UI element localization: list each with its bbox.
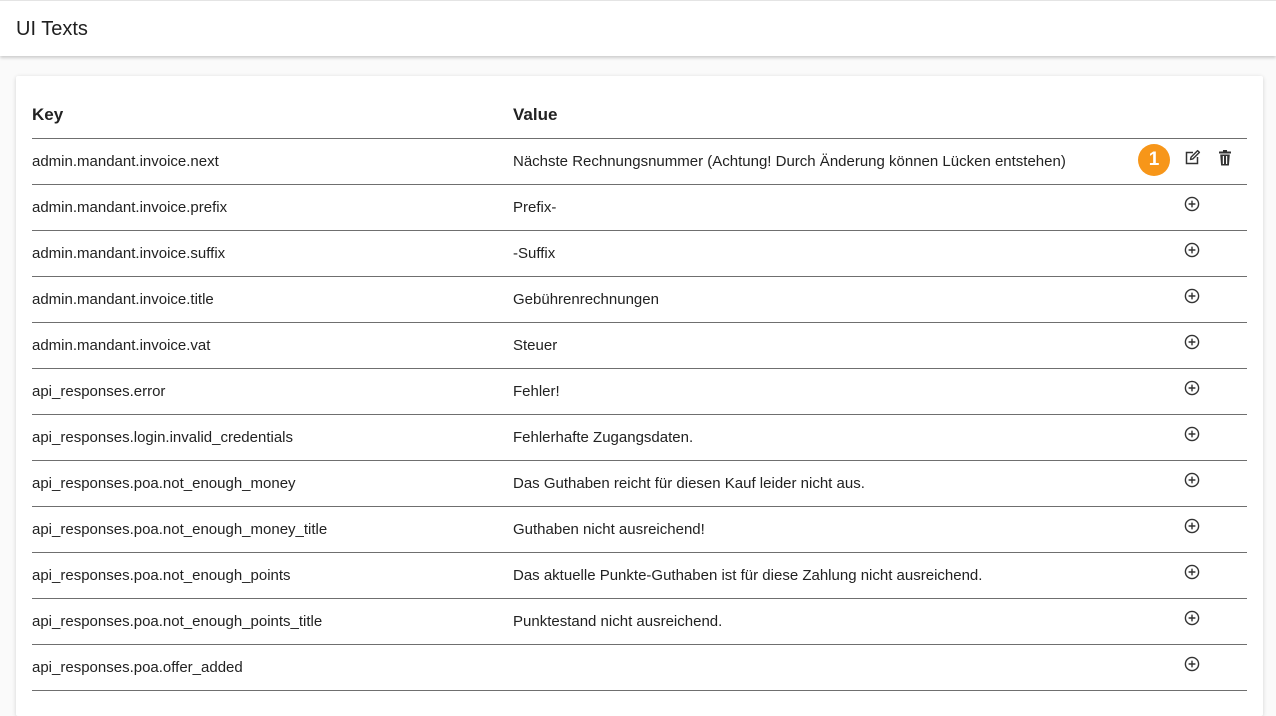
add-circle-icon[interactable] bbox=[1182, 194, 1202, 214]
row-value: Das aktuelle Punkte-Guthaben ist für diese Zahlung nicht ausreichend. bbox=[513, 567, 983, 584]
add-circle-icon[interactable] bbox=[1182, 240, 1202, 260]
add-circle-icon[interactable] bbox=[1182, 608, 1202, 628]
table-row bbox=[32, 277, 1247, 323]
app-bar bbox=[0, 0, 1276, 56]
row-key: admin.mandant.invoice.vat bbox=[32, 337, 211, 354]
row-key: api_responses.poa.not_enough_money_title bbox=[32, 521, 328, 538]
table-row bbox=[32, 139, 1247, 185]
add-circle-icon[interactable] bbox=[1182, 470, 1202, 490]
row-key: api_responses.poa.not_enough_points bbox=[32, 567, 291, 584]
table-row bbox=[32, 369, 1247, 415]
table-row bbox=[32, 599, 1247, 645]
column-header-value: Value bbox=[513, 105, 558, 124]
add-circle-icon[interactable] bbox=[1182, 286, 1202, 306]
table-row bbox=[32, 415, 1247, 461]
table-header-row bbox=[32, 92, 1247, 139]
add-circle-icon[interactable] bbox=[1182, 562, 1202, 582]
row-value: Nächste Rechnungsnummer (Achtung! Durch Änderung können Lücken entstehen) bbox=[513, 153, 1066, 170]
page-title: UI Texts bbox=[16, 18, 88, 40]
row-key: admin.mandant.invoice.next bbox=[32, 153, 219, 170]
add-circle-icon[interactable] bbox=[1182, 378, 1202, 398]
table-row bbox=[32, 231, 1247, 277]
row-key: admin.mandant.invoice.title bbox=[32, 291, 214, 308]
row-value: Gebührenrechnungen bbox=[513, 291, 659, 308]
row-key: api_responses.poa.not_enough_money bbox=[32, 475, 296, 492]
row-key: admin.mandant.invoice.prefix bbox=[32, 199, 228, 216]
row-key: api_responses.poa.not_enough_points_title bbox=[32, 613, 323, 630]
row-key: api_responses.error bbox=[32, 383, 166, 400]
row-value: Fehlerhafte Zugangsdaten. bbox=[513, 429, 694, 446]
add-circle-icon[interactable] bbox=[1182, 332, 1202, 352]
table-row bbox=[32, 553, 1247, 599]
table-row bbox=[32, 461, 1247, 507]
table-row bbox=[32, 645, 1247, 691]
ui-texts-table bbox=[32, 92, 1247, 691]
row-value: Steuer bbox=[513, 337, 558, 354]
table-row bbox=[32, 185, 1247, 231]
table-row bbox=[32, 507, 1247, 553]
row-key: api_responses.login.invalid_credentials bbox=[32, 429, 293, 446]
row-value: Punktestand nicht ausreichend. bbox=[513, 613, 723, 630]
ui-texts-card bbox=[16, 76, 1263, 716]
column-header-key: Key bbox=[32, 105, 64, 124]
row-key: admin.mandant.invoice.suffix bbox=[32, 245, 226, 262]
step-badge: 1 bbox=[1138, 144, 1170, 176]
add-circle-icon[interactable] bbox=[1182, 516, 1202, 536]
add-circle-icon[interactable] bbox=[1182, 654, 1202, 674]
edit-icon[interactable] bbox=[1182, 148, 1202, 168]
row-value: Guthaben nicht ausreichend! bbox=[513, 521, 705, 538]
row-key: api_responses.poa.offer_added bbox=[32, 659, 243, 676]
row-value: Prefix- bbox=[513, 199, 557, 216]
table-row bbox=[32, 323, 1247, 369]
row-value: Das Guthaben reicht für diesen Kauf leider nicht aus. bbox=[513, 475, 865, 492]
row-value: Fehler! bbox=[513, 383, 560, 400]
add-circle-icon[interactable] bbox=[1182, 424, 1202, 444]
trash-icon[interactable] bbox=[1215, 148, 1235, 168]
row-value: -Suffix bbox=[513, 245, 556, 262]
